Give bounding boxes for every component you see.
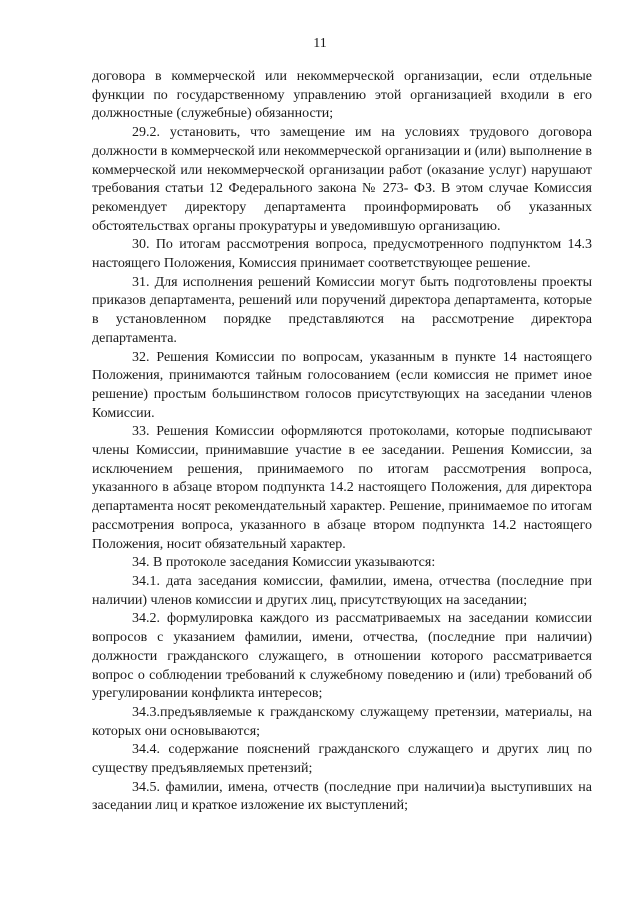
paragraph-34-2: 34.2. формулировка каждого из рассматриваемых на заседании комиссии вопросов с указанием фамилии, имени, отчества, (последние при наличии) должности гражданского служащего, в отношении которого рассматривается вопрос о соблюдении требований к служебному поведению и (или) требований об урегулировании конфликта интересов;	[92, 611, 592, 702]
paragraph-34-5: 34.5. фамилии, имена, отчеств (последние при наличии)а выступивших на заседании лиц и краткое изложение их выступлений;	[92, 779, 592, 814]
paragraph-34: 34. В протоколе заседания Комиссии указываются:	[132, 555, 436, 571]
paragraph-29-2: 29.2. установить, что замещение им на условиях трудового договора должности в коммерческой или некоммерческой организации и (или) выполнение в коммерческой или некоммерческой организации работ (оказание услуг) нарушают требования статьи 12 Федерального закона № 273- ФЗ. В этом случае Комиссия рекомендует директору департамента проинформировать об указанных обстоятельствах органы прокуратуры и уведомившую организацию.	[92, 125, 592, 234]
paragraph-continuation: договора в коммерческой или некоммерческой организации, если отдельные функции по государственному управлению этой организацией входили в его должностные (служебные) обязанности;	[92, 69, 592, 122]
paragraph-32: 32. Решения Комиссии по вопросам, указанным в пункте 14 настоящего Положения, принимаются тайным голосованием (если комиссия не примет иное решение) простым большинством голосов присутствующих на заседании членов Комиссии.	[92, 349, 592, 421]
paragraph-34-3: 34.3.предъявляемые к гражданскому служащему претензии, материалы, на которых они основываются;	[92, 704, 592, 739]
paragraph-34-1: 34.1. дата заседания комиссии, фамилии, имена, отчества (последние при наличии) членов комиссии и других лиц, присутствующих на заседании;	[92, 573, 592, 608]
paragraph-33: 33. Решения Комиссии оформляются протоколами, которые подписывают члены Комиссии, принимавшие участие в ее заседании. Решения Комиссии, за исключением решения, принимаемого по итогам рассмотрения вопроса, указанного в абзаце втором подпункта 14.2 настоящего Положения, для директора департамента носят рекомендательный характер. Решение, принимаемое по итогам рассмотрения вопроса, указанного в абзаце втором подпункта 14.2 настоящего Положения, носит обязательный характер.	[92, 424, 592, 552]
document-body	[92, 68, 592, 816]
paragraph-31: 31. Для исполнения решений Комиссии могут быть подготовлены проекты приказов департамента, решений или поручений директора департамента, которые в установленном порядке представляются на рассмотрение директора департамента.	[92, 274, 592, 346]
paragraph-30: 30. По итогам рассмотрения вопроса, предусмотренного подпунктом 14.3 настоящего Положения, Комиссия принимает соответствующее решение.	[92, 237, 592, 272]
paragraph-34-4: 34.4. содержание пояснений гражданского служащего и других лиц по существу предъявляемых претензий;	[92, 742, 592, 777]
page-number: 11	[313, 36, 327, 51]
